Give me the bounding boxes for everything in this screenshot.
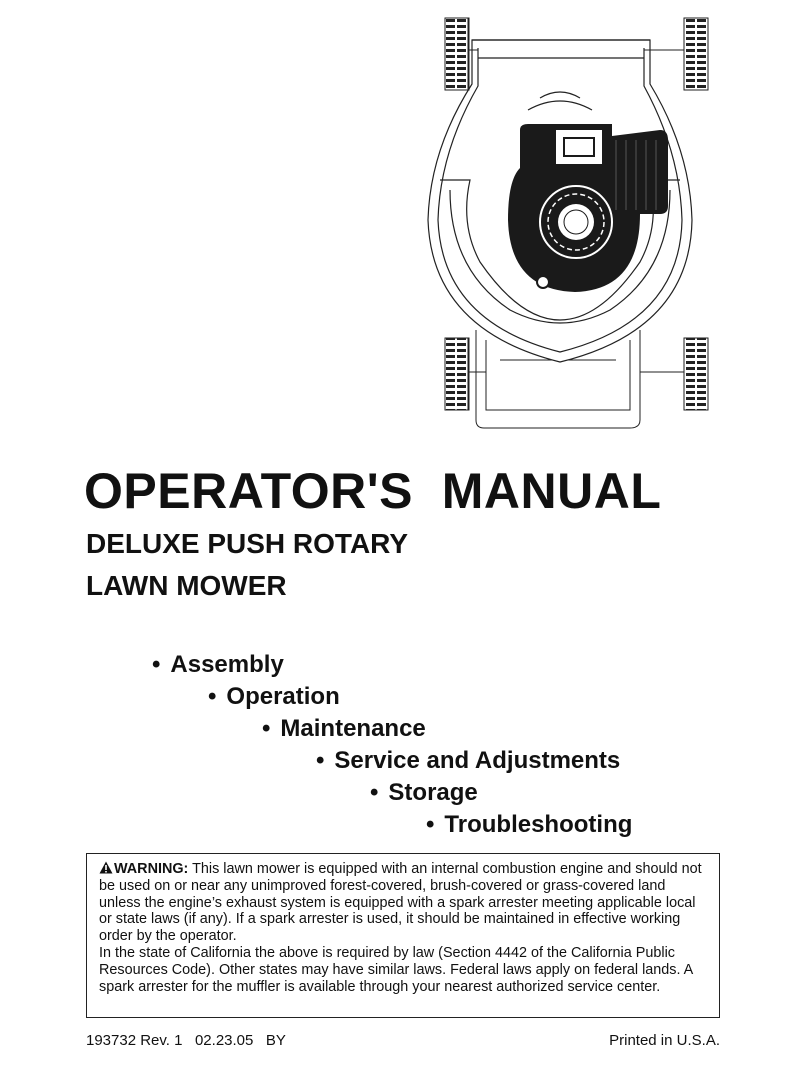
warning-paragraph-2: In the state of California the above is required by law (Section 4442 of the California Public Resources Code). Other states may have similar laws. Federal laws apply on federal lands. A spark arrester for the muffler is available through your nearest authorized service center. (99, 944, 693, 995)
manual-title: OPERATOR'S MANUAL (84, 463, 662, 519)
lawn-mower-illustration (0, 0, 808, 460)
topic-troubleshooting: • Troubleshooting (426, 811, 633, 838)
bullet-icon: • (208, 683, 217, 710)
wheel-rear-right (684, 338, 708, 410)
topic-assembly: • Assembly (152, 651, 284, 678)
bullet-icon: • (426, 811, 435, 838)
product-name-line2: LAWN MOWER (86, 570, 287, 601)
wheel-front-right (684, 18, 708, 90)
wheel-rear-left (445, 338, 469, 410)
document-revision: 193732 Rev. 1 02.23.05 BY (86, 1032, 286, 1049)
bullet-icon: • (370, 779, 379, 806)
topic-maintenance: • Maintenance (262, 715, 426, 742)
bullet-icon: • (262, 715, 271, 742)
spark-arrester-warning (86, 853, 720, 1018)
topic-operation: • Operation (208, 683, 340, 710)
warning-text-1: This lawn mower is equipped with an internal combustion engine and should not be used on or near any unimproved forest-covered, brush-covered or grass-covered land unless the engine’s exhaust system is equipped with a spark arrester meeting applicable local or state laws (if any). If a spark arrester is used, it should be maintained in effective working order by the operator. (99, 861, 702, 945)
printed-in: Printed in U.S.A. (609, 1032, 720, 1049)
product-name-line1: DELUXE PUSH ROTARY (86, 528, 409, 559)
warning-label: WARNING: (114, 861, 189, 877)
topic-service-adjustments: • Service and Adjustments (316, 747, 621, 774)
wheel-front-left (445, 18, 469, 90)
bullet-icon: • (152, 651, 161, 678)
warning-paragraph-1 (99, 861, 709, 945)
warning-triangle-icon (99, 861, 113, 874)
topic-storage: • Storage (370, 779, 478, 806)
bullet-icon: • (316, 747, 325, 774)
